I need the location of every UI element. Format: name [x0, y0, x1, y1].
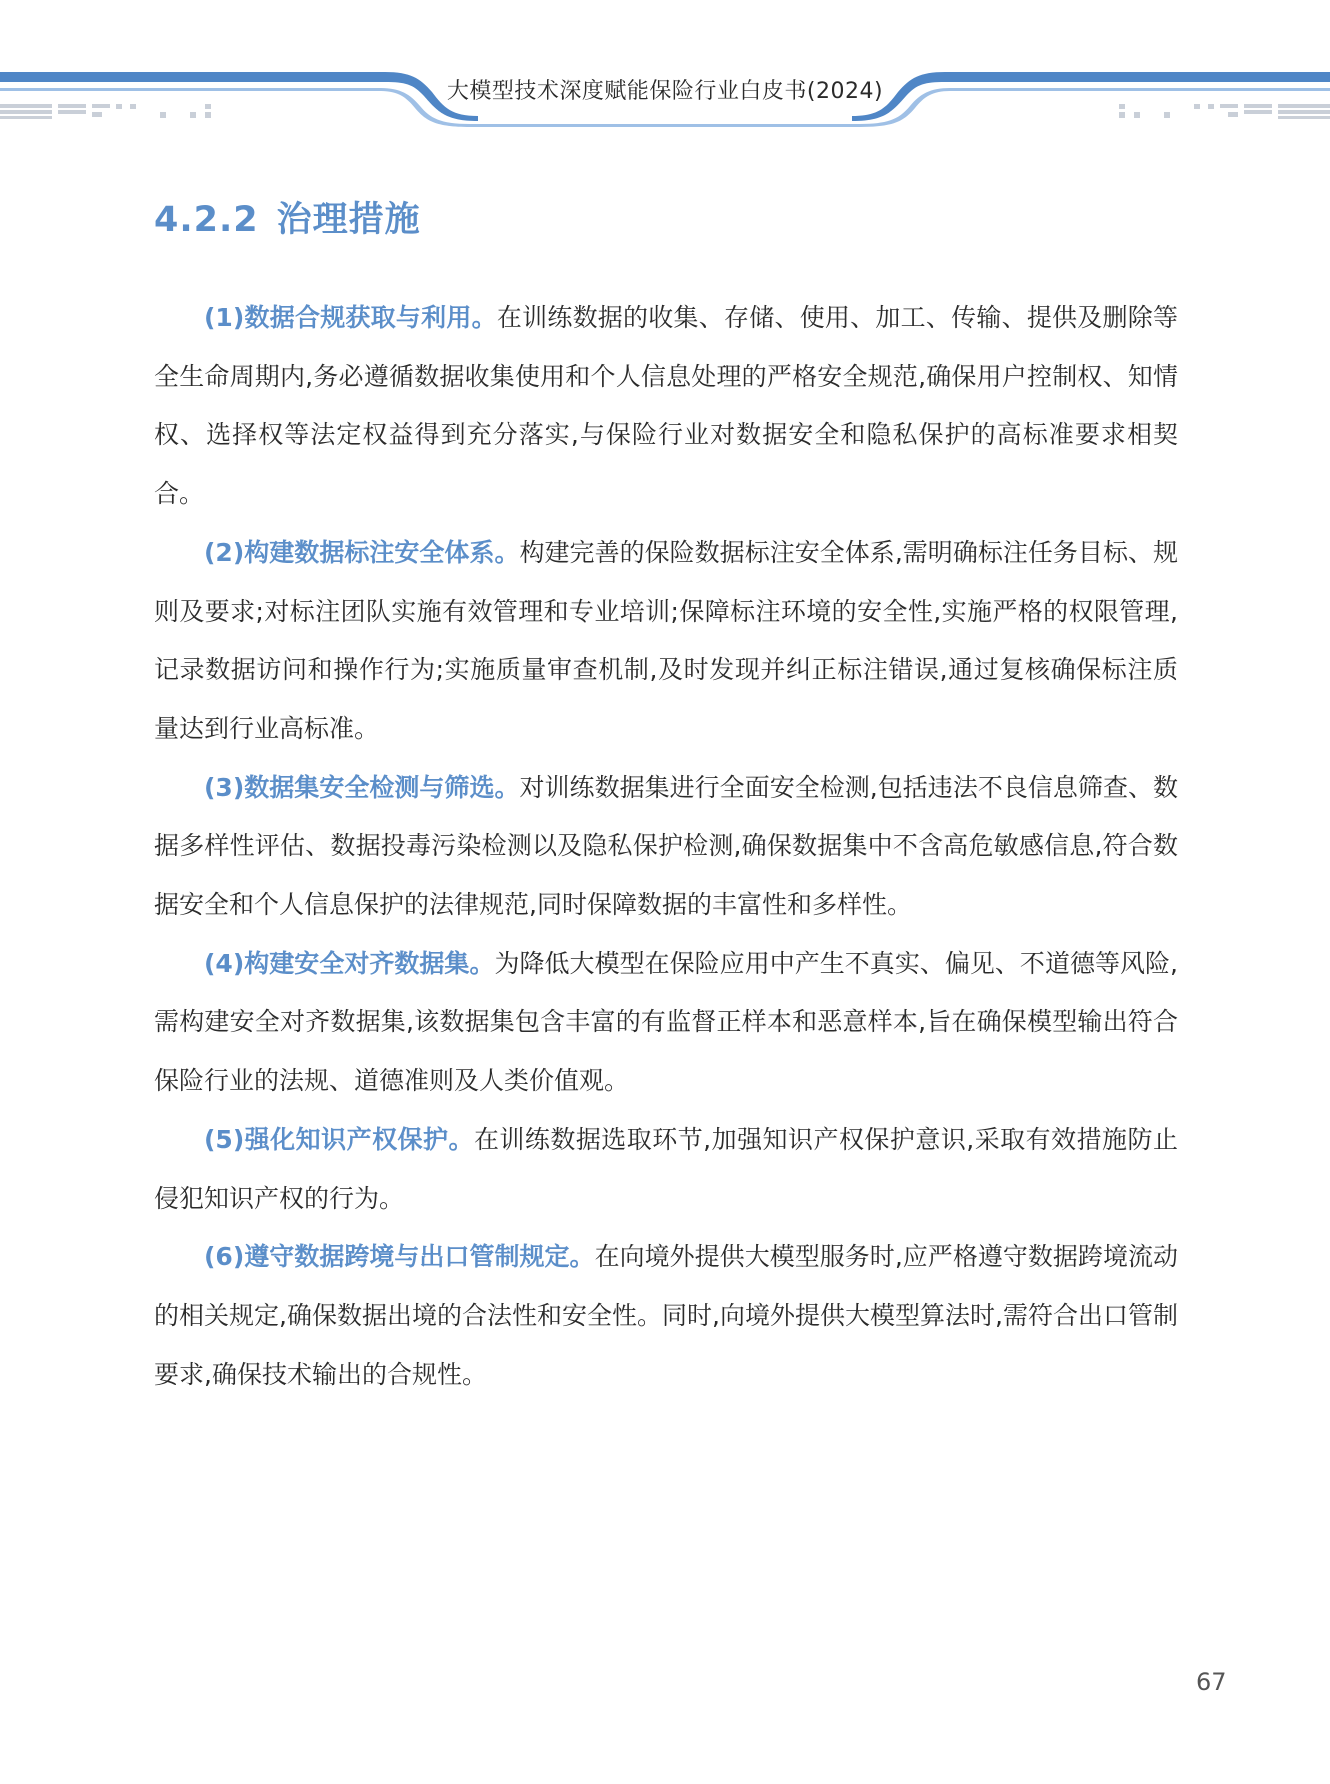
paragraph — [154, 289, 1178, 524]
body-text — [154, 289, 1178, 1404]
paragraph-text: 在训练数据选取环节,加强知识产权保护意识,采取有效措施防止侵犯知识产权的行为。 — [154, 1124, 1178, 1213]
paragraph-lead: (2)构建数据标注安全体系。 — [204, 537, 520, 567]
paragraph — [154, 759, 1178, 935]
section-heading — [154, 196, 421, 244]
paragraph-lead: (3)数据集安全检测与筛选。 — [204, 772, 520, 802]
paragraph — [154, 1111, 1178, 1228]
paragraph-lead: (5)强化知识产权保护。 — [204, 1124, 474, 1154]
paragraph — [154, 1228, 1178, 1404]
paragraph-text: 构建完善的保险数据标注安全体系,需明确标注任务目标、规则及要求;对标注团队实施有效管理和专业培训;保障标注环境的安全性,实施严格的权限管理,记录数据访问和操作行为;实施质量审查机制,及时发现并纠正标注错误,通过复核确保标注质量达到行业高标准。 — [154, 537, 1178, 743]
paragraph-text: 为降低大模型在保险应用中产生不真实、偏见、不道德等风险,需构建安全对齐数据集,该数据集包含丰富的有监督正样本和恶意样本,旨在确保模型输出符合保险行业的法规、道德准则及人类价值观。 — [154, 948, 1178, 1096]
page-number: 67 — [1196, 1668, 1227, 1696]
section-title: 治理措施 — [276, 200, 421, 240]
paragraph-lead: (1)数据合规获取与利用。 — [204, 303, 497, 332]
header-band — [0, 0, 1330, 140]
paragraph — [154, 935, 1178, 1111]
paragraph-text: 在训练数据的收集、存储、使用、加工、传输、提供及删除等全生命周期内,务必遵循数据收集使用和个人信息处理的严格安全规范,确保用户控制权、知情权、选择权等法定权益得到充分落实,与保险行业对数据安全和隐私保护的高标准要求相契合。 — [154, 303, 1178, 509]
paragraph-lead: (6)遵守数据跨境与出口管制规定。 — [204, 1242, 595, 1272]
paragraph-text: 在向境外提供大模型服务时,应严格遵守数据跨境流动的相关规定,确保数据出境的合法性和安全性。同时,向境外提供大模型算法时,需符合出口管制要求,确保技术输出的合规性。 — [154, 1242, 1178, 1389]
paragraph-lead: (4)构建安全对齐数据集。 — [204, 948, 495, 978]
running-header-title: 大模型技术深度赋能保险行业白皮书(2024) — [446, 79, 884, 104]
paragraph-text: 对训练数据集进行全面安全检测,包括违法不良信息筛查、数据多样性评估、数据投毒污染检测以及隐私保护检测,确保数据集中不含高危敏感信息,符合数据安全和个人信息保护的法律规范,同时保障数据的丰富性和多样性。 — [154, 772, 1178, 920]
section-number: 4.2.2 — [154, 200, 259, 240]
paragraph — [154, 524, 1178, 759]
header-connector-line — [470, 124, 860, 127]
